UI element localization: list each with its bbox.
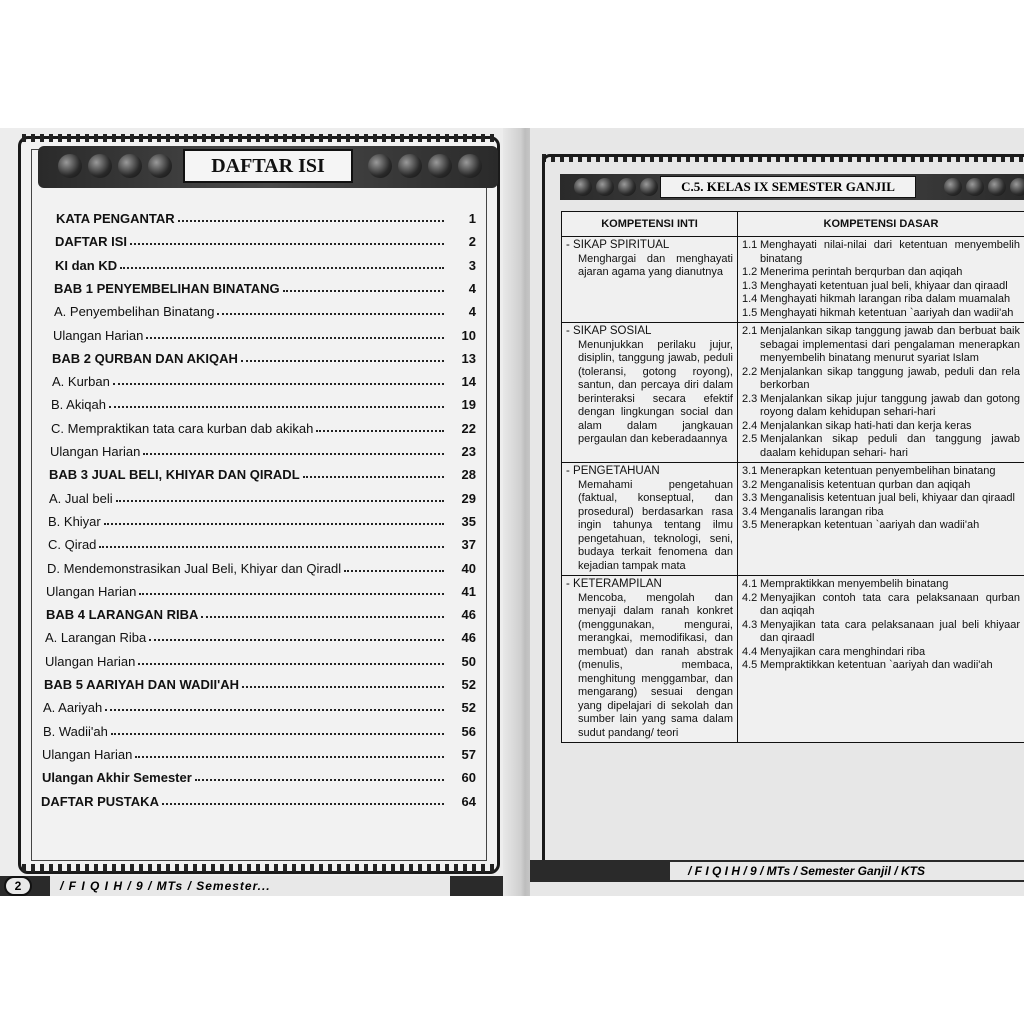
toc-entry-label: KATA PENGANTAR (56, 211, 175, 226)
toc-entry-label: Ulangan Harian (45, 654, 136, 669)
kd-item (742, 465, 1020, 479)
kd-item (742, 393, 1020, 420)
toc-entry (52, 344, 476, 366)
competency-row (562, 237, 1024, 323)
kd-text: Menganalis larangan riba (760, 505, 884, 518)
competency-table (561, 211, 1024, 743)
kd-number: 2.4 (742, 419, 758, 432)
toc-entry-page: 41 (461, 584, 476, 599)
toc-entry (51, 414, 476, 436)
toc-entry-page: 60 (461, 770, 476, 785)
competency-row (562, 323, 1024, 463)
toc-entry (55, 227, 476, 249)
toc-entry-page: 14 (461, 374, 476, 389)
toc-entry (55, 251, 476, 273)
kd-number: 3.3 (742, 492, 758, 504)
kd-number: 3.4 (742, 505, 758, 518)
toc-entry (56, 204, 476, 226)
kd-cell (738, 576, 1024, 743)
kd-number: 4.4 (742, 645, 758, 658)
toc-entry-label: B. Akiqah (51, 397, 106, 412)
toc-leader-dots (138, 662, 444, 665)
kd-number: 1.4 (742, 293, 758, 305)
banner-ball-icon (428, 154, 452, 178)
toc-entry-page: 4 (468, 304, 476, 319)
toc-leader-dots (139, 592, 444, 595)
kd-text: Menganalisis ketentuan jual beli, khiyaar dan qiraadl (760, 492, 1015, 504)
toc-entry-page: 46 (461, 630, 476, 645)
kd-number: 2.2 (742, 365, 758, 378)
banner-ball-icon (1010, 178, 1024, 196)
right-footer-text: / F I Q I H / 9 / MTs / Semester Ganjil / KTS (670, 862, 1024, 880)
banner-ball-icon (618, 178, 636, 196)
toc-entry-label: C. Qirad (48, 537, 97, 552)
toc-leader-dots (105, 708, 444, 711)
kd-text: Menjalankan sikap jujur tanggung jawab dan gotong royong dalam kehidupan sehari-hari (760, 392, 1020, 418)
toc-leader-dots (130, 242, 444, 245)
toc-entry-label: BAB 2 QURBAN DAN AKIQAH (52, 351, 238, 366)
toc-entry-label: Ulangan Harian (46, 584, 137, 599)
toc-entry-label: B. Khiyar (48, 514, 101, 529)
toc-entry-label: Ulangan Harian (42, 747, 133, 762)
toc-leader-dots (178, 219, 444, 222)
banner-ball-icon (368, 154, 392, 178)
toc-leader-dots (135, 755, 444, 758)
toc-entry (49, 484, 476, 506)
toc-entry-label: BAB 4 LARANGAN RIBA (46, 607, 199, 622)
toc-entry-label: A. Larangan Riba (45, 630, 147, 645)
kd-number: 1.5 (742, 306, 758, 319)
toc-title: DAFTAR ISI (211, 154, 325, 177)
right-footer (530, 860, 1024, 882)
toc-entry (53, 321, 476, 343)
toc-leader-dots (201, 615, 444, 618)
toc-entry-label: Ulangan Akhir Semester (42, 770, 192, 785)
toc-leader-dots (162, 802, 444, 805)
competency-row (562, 463, 1024, 576)
toc-entry (52, 367, 476, 389)
kd-item (742, 433, 1020, 460)
kd-item (742, 307, 1020, 321)
toc-entry-label: B. Wadii'ah (43, 724, 108, 739)
kd-text: Menerapkan ketentuan penyembelihan binatang (760, 465, 996, 477)
toc-leader-dots (111, 732, 444, 735)
toc-entry-page: 4 (468, 281, 476, 296)
kd-text: Mempraktikkan menyembelih binatang (760, 578, 949, 590)
toc-entry-page: 37 (461, 537, 476, 552)
toc-entry-label: Ulangan Harian (50, 444, 141, 459)
kd-item (742, 619, 1020, 646)
toc-entry (49, 460, 476, 482)
banner-ball-icon (966, 178, 984, 196)
toc-banner (38, 146, 498, 188)
right-page (530, 128, 1024, 896)
kd-text: Menyajikan cara menghindari riba (760, 645, 926, 658)
banner-ball-icon (88, 154, 112, 178)
kd-text: Menghayati nilai-nilai dari ketentuan menyembelih binatang (760, 239, 1020, 265)
kd-number: 4.3 (742, 618, 758, 631)
banner-ball-icon (574, 178, 592, 196)
toc-entry-page: 64 (461, 794, 476, 809)
toc-leader-dots (195, 778, 444, 781)
kd-cell (738, 463, 1024, 576)
left-footer (0, 876, 510, 896)
toc-entry-page: 35 (461, 514, 476, 529)
toc-entry-page: 19 (461, 397, 476, 412)
toc-entry-label: DAFTAR ISI (55, 234, 127, 249)
banner-ball-icon (458, 154, 482, 178)
toc-leader-dots (283, 289, 444, 292)
toc-entry-page: 29 (461, 491, 476, 506)
kd-number: 1.1 (742, 239, 758, 251)
toc-entry-page: 3 (468, 258, 476, 273)
banner-ball-icon (398, 154, 422, 178)
ki-title: - PENGETAHUAN (566, 465, 660, 477)
toc-entry-page: 28 (461, 467, 476, 482)
kd-item (742, 239, 1020, 266)
kd-text: Menjalankan sikap hati-hati dan kerja keras (760, 419, 972, 432)
page-number: 2 (4, 876, 32, 896)
kd-number: 4.2 (742, 591, 758, 604)
toc-entry-page: 1 (468, 211, 476, 226)
ki-cell (562, 576, 738, 743)
toc-leader-dots (116, 499, 444, 502)
toc-entry-label: DAFTAR PUSTAKA (41, 794, 159, 809)
toc-entry (41, 787, 476, 809)
toc-title-box (183, 149, 353, 183)
toc-entry-page: 22 (461, 421, 476, 436)
left-page (0, 128, 510, 896)
toc-entry-label: D. Mendemonstrasikan Jual Beli, Khiyar dan Qiradl (47, 561, 342, 576)
toc-entry-label: BAB 3 JUAL BELI, KHIYAR DAN QIRADL (49, 467, 300, 482)
toc-leader-dots (241, 359, 444, 362)
ki-cell (562, 237, 738, 323)
toc-entry (43, 717, 476, 739)
toc-leader-dots (344, 569, 444, 572)
toc-leader-dots (149, 638, 444, 641)
kd-text: Menjalankan sikap tanggung jawab, peduli dan rela berkorban (760, 365, 1020, 391)
toc-entry (47, 554, 476, 576)
kd-number: 4.5 (742, 659, 758, 671)
kd-text: Menyajikan tata cara pelaksanaan jual beli khiyaar dan qiraadl (760, 618, 1020, 644)
kd-item (742, 420, 1020, 434)
toc-leader-dots (109, 405, 444, 408)
toc-entry-label: A. Jual beli (49, 491, 113, 506)
toc-entry (54, 297, 476, 319)
kd-number: 1.3 (742, 279, 758, 292)
dots-border-top (22, 134, 496, 142)
banner-ball-icon (118, 154, 142, 178)
kd-text: Mempraktikkan ketentuan `aariyah dan wadii'ah (760, 659, 993, 671)
toc-entry (46, 577, 476, 599)
ki-cell (562, 463, 738, 576)
kd-number: 2.5 (742, 433, 758, 445)
kd-number: 4.1 (742, 578, 758, 590)
kd-banner (560, 174, 1024, 200)
toc-entry-label: A. Aariyah (43, 700, 103, 715)
toc-entry (45, 623, 476, 645)
banner-ball-icon (988, 178, 1006, 196)
kd-item (742, 578, 1020, 592)
kd-item (742, 506, 1020, 520)
kd-number: 3.2 (742, 478, 758, 491)
toc-entry (42, 740, 476, 762)
toc-leader-dots (113, 382, 444, 385)
kd-item (742, 325, 1020, 366)
ki-title: - KETERAMPILAN (566, 578, 662, 590)
col-kd-header: KOMPETENSI DASAR (738, 212, 1024, 237)
toc-entry (51, 390, 476, 412)
toc-entry-page: 46 (461, 607, 476, 622)
kd-text: Menghayati ketentuan jual beli, khiyaar dan qiraadl (760, 279, 1008, 292)
col-ki-header: KOMPETENSI INTI (562, 212, 738, 237)
toc-entry (46, 600, 476, 622)
toc-entry-label: A. Penyembelihan Binatang (54, 304, 215, 319)
toc-leader-dots (99, 545, 444, 548)
ki-cell (562, 323, 738, 463)
kd-text: Menerapkan ketentuan `aariyah dan wadii'ah (760, 519, 980, 531)
toc-entry (42, 763, 476, 785)
toc-leader-dots (242, 685, 444, 688)
kd-number: 1.2 (742, 266, 758, 278)
kd-item (742, 646, 1020, 660)
kd-text: Menerima perintah berqurban dan aqiqah (760, 266, 963, 278)
ki-description: Menghargai dan menghayati ajaran agama yang dianutnya (578, 252, 733, 278)
toc-entry (48, 507, 476, 529)
kd-number: 3.1 (742, 465, 758, 477)
toc-leader-dots (143, 452, 444, 455)
kd-item (742, 492, 1020, 506)
kd-text: Menghayati hikmah larangan riba dalam muamalah (760, 293, 1011, 305)
kd-text: Menjalankan sikap peduli dan tanggung jawab daalam kehidupan sehari- hari (760, 433, 1020, 459)
toc-entry-page: 40 (461, 561, 476, 576)
toc-entry (54, 274, 476, 296)
toc-leader-dots (316, 429, 444, 432)
ki-description: Menunjukkan perilaku jujur, disiplin, tanggung jawab, peduli (toleransi, gotong royong), santun, dan percaya diri dalam berinteraksi secara efektif dengan lingkungan social dan alam dalam jangkauan pergaulan dan keberadaannya (578, 338, 733, 445)
toc-entry-page: 50 (461, 654, 476, 669)
kd-cell (738, 323, 1024, 463)
banner-ball-icon (58, 154, 82, 178)
toc-entry-page: 52 (461, 677, 476, 692)
toc-leader-dots (303, 475, 444, 478)
ki-title: - SIKAP SOSIAL (566, 325, 652, 337)
table-header-row (562, 212, 1024, 237)
ki-title: - SIKAP SPIRITUAL (566, 239, 670, 251)
ki-description: Mencoba, mengolah dan menyaji dalam ranah konkret (menggunakan, mengurai, merangkai, memodifikasi, dan membuat) dan ranah abstrak (menulis, membaca, menghitung menggambar, dan mengarang) sesuai dengan yang dipelajari di sekolah dan sumber lain yang sama dalam sudut pandang/ teori (578, 591, 733, 739)
kd-number: 2.3 (742, 392, 758, 405)
toc-leader-dots (217, 312, 444, 315)
kd-item (742, 659, 1020, 673)
kd-number: 3.5 (742, 519, 758, 531)
kd-text: Menghayati hikmah ketentuan `aariyah dan wadii'ah (760, 306, 1014, 319)
toc-entry (45, 647, 476, 669)
kd-item (742, 293, 1020, 307)
toc-entry-page: 10 (461, 328, 476, 343)
left-footer-text: / F I Q I H / 9 / MTs / Semester... (50, 876, 450, 896)
kd-number: 2.1 (742, 325, 758, 337)
kd-text: Menyajikan contoh tata cara pelaksanaan qurban dan aqiqah (760, 591, 1020, 617)
kd-item (742, 479, 1020, 493)
toc-entry-page: 23 (461, 444, 476, 459)
banner-ball-icon (596, 178, 614, 196)
toc-leader-dots (120, 266, 444, 269)
toc-leader-dots (104, 522, 444, 525)
toc-entry-label: Ulangan Harian (53, 328, 144, 343)
ki-description: Memahami pengetahuan (faktual, konseptual, dan prosedural) berdasarkan rasa ingin tahunya tentang ilmu pengetahuan, teknologi, seni, budaya terkait fenomena dan kejadian tampak mata (578, 478, 733, 572)
toc-entry-label: C. Mempraktikan tata cara kurban dab akikah (51, 421, 314, 436)
kd-item (742, 280, 1020, 294)
banner-ball-icon (148, 154, 172, 178)
kd-item (742, 366, 1020, 393)
banner-ball-icon (944, 178, 962, 196)
toc-entry-label: A. Kurban (52, 374, 110, 389)
competency-row (562, 576, 1024, 743)
toc-entry-label: BAB 5 AARIYAH DAN WADII'AH (44, 677, 239, 692)
toc-entry (48, 530, 476, 552)
kd-item (742, 592, 1020, 619)
toc-entry-page: 57 (461, 747, 476, 762)
toc-entry-label: BAB 1 PENYEMBELIHAN BINATANG (54, 281, 280, 296)
toc-entry (43, 693, 476, 715)
kd-cell (738, 237, 1024, 323)
banner-ball-icon (640, 178, 658, 196)
dots-border-bottom (22, 864, 496, 872)
toc-entry-page: 13 (461, 351, 476, 366)
toc-leader-dots (146, 336, 444, 339)
toc-entry-page: 2 (468, 234, 476, 249)
kd-text: Menganalisis ketentuan qurban dan aqiqah (760, 478, 971, 491)
kd-text: Menjalankan sikap tanggung jawab dan berbuat baik sebagai implementasi dari pengalaman menerapkan menyembelih binatang menurut syariat Islam (760, 325, 1020, 364)
section-title: C.5. KELAS IX SEMESTER GANJIL (660, 176, 916, 198)
kd-item (742, 519, 1020, 533)
toc-entry (50, 437, 476, 459)
toc-entry-label: KI dan KD (55, 258, 118, 273)
toc-entry (44, 670, 476, 692)
kd-item (742, 266, 1020, 280)
toc-entry-page: 56 (461, 724, 476, 739)
toc-entry-page: 52 (461, 700, 476, 715)
